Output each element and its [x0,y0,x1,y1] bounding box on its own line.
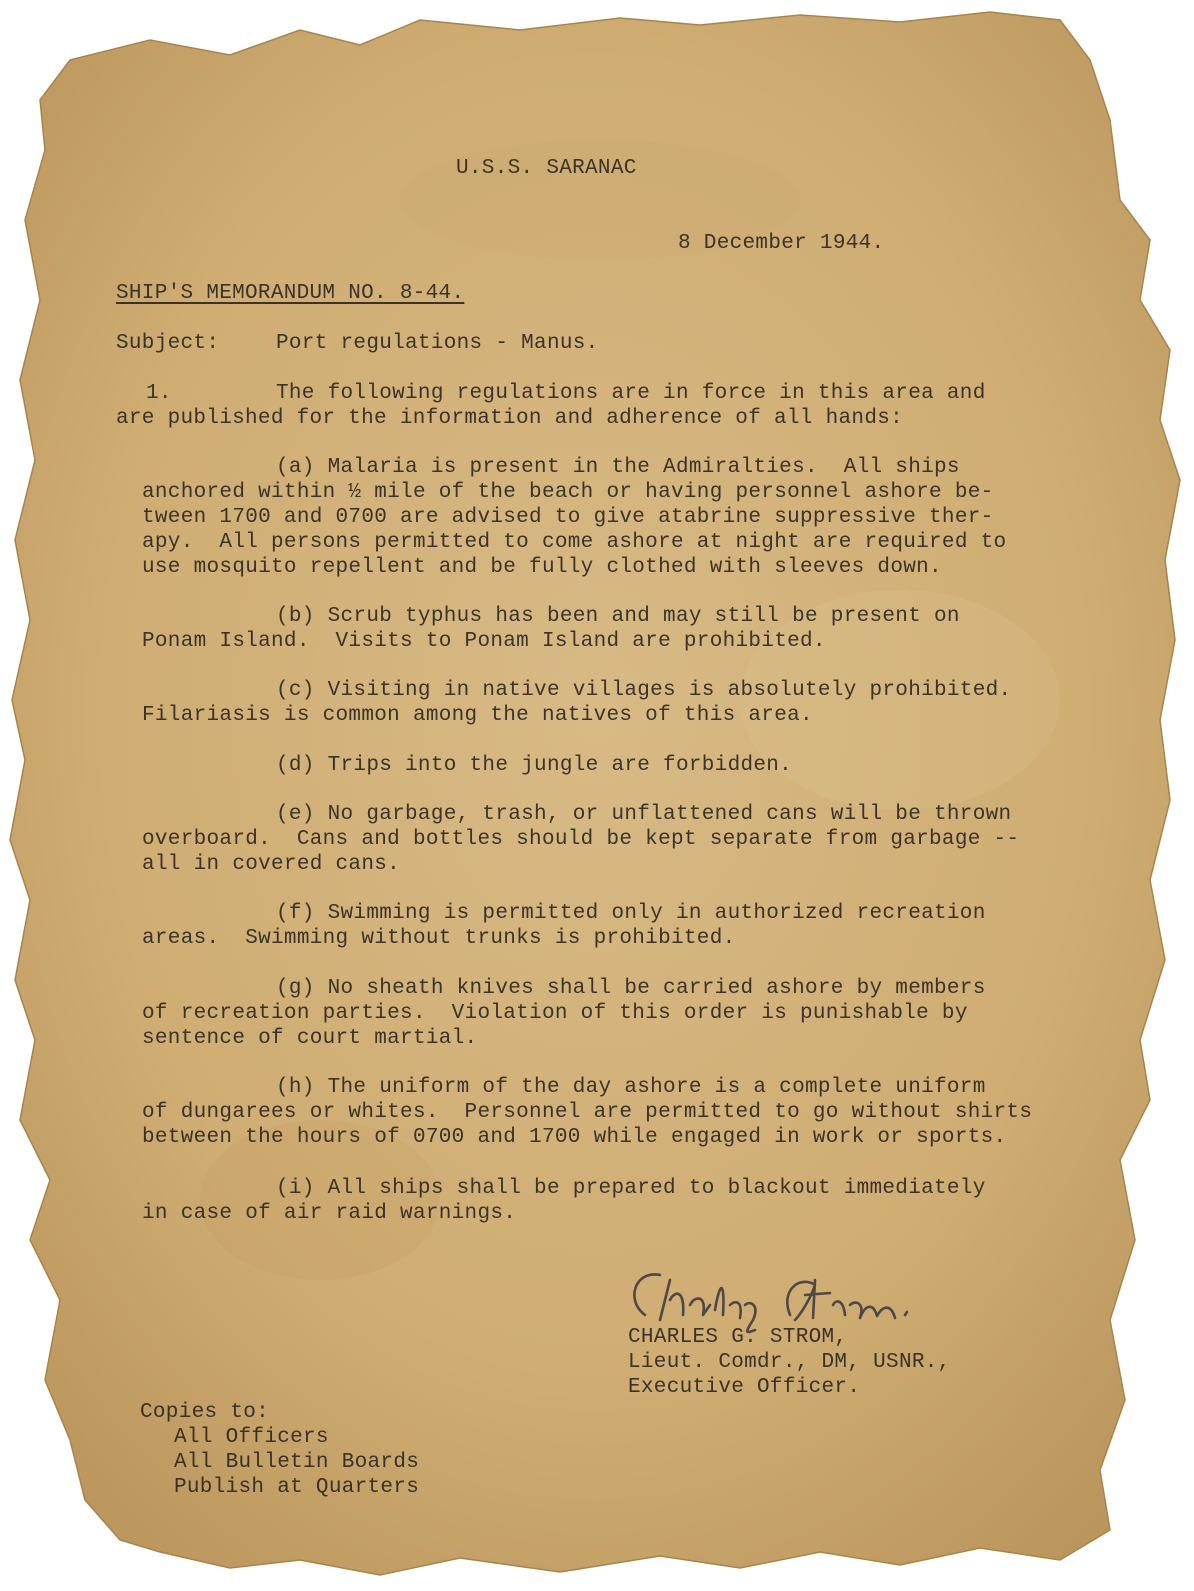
item-h-line: of dungarees or whites. Personnel are permitted to go without shirts [142,1101,1033,1124]
item-c-line: (c) Visiting in native villages is absolutely prohibited. [276,679,1012,702]
item-a-line: anchored within ½ mile of the beach or having personnel ashore be- [142,481,994,504]
item-a-line: tween 1700 and 0700 are advised to give atabrine suppressive ther- [142,506,994,529]
item-a-line: apy. All persons permitted to come ashore at night are required to [142,531,1007,554]
copies-recipient: Publish at Quarters [174,1476,420,1499]
subject-label: Subject: [116,332,220,355]
item-e-line: overboard. Cans and bottles should be kept separate from garbage -- [142,828,1020,851]
memo-date: 8 December 1944. [678,232,885,255]
item-h-line: (h) The uniform of the day ashore is a complete uniform [276,1076,986,1099]
item-i-line: in case of air raid warnings. [142,1202,517,1225]
item-f-line: (f) Swimming is permitted only in authorized recreation [276,902,986,925]
item-b-line: (b) Scrub typhus has been and may still be present on [276,605,960,628]
item-e-line: (e) No garbage, trash, or unflattened cans will be thrown [276,803,1012,826]
signer-rank: Lieut. Comdr., DM, USNR., [628,1351,951,1374]
item-g-line: sentence of court martial. [142,1027,478,1050]
item-g-line: (g) No sheath knives shall be carried ashore by members [276,977,986,1000]
para1-line: are published for the information and adherence of all hands: [116,407,904,430]
item-c-line: Filariasis is common among the natives of this area. [142,704,813,727]
item-e-line: all in covered cans. [142,853,401,876]
signer-name: CHARLES G. STROM, [628,1326,848,1349]
item-a-line: use mosquito repellent and be fully clothed with sleeves down. [142,556,942,579]
signer-title: Executive Officer. [628,1376,861,1399]
para1-number: 1. [146,382,172,405]
item-g-line: of recreation parties. Violation of this order is punishable by [142,1002,968,1025]
item-i-line: (i) All ships shall be prepared to blackout immediately [276,1177,986,1200]
copies-recipient: All Bulletin Boards [174,1451,420,1474]
subject-text: Port regulations - Manus. [276,332,599,355]
item-b-line: Ponam Island. Visits to Ponam Island are prohibited. [142,630,826,653]
item-f-line: areas. Swimming without trunks is prohibited. [142,927,736,950]
ship-heading: U.S.S. SARANAC [456,157,637,180]
item-d-line: (d) Trips into the jungle are forbidden. [276,754,793,777]
item-a-line: (a) Malaria is present in the Admiralties. All ships [276,456,960,479]
item-h-line: between the hours of 0700 and 1700 while engaged in work or sports. [142,1126,1007,1149]
memo-number: SHIP'S MEMORANDUM NO. 8-44. [116,282,465,305]
copies-recipient: All Officers [174,1426,329,1449]
copies-label: Copies to: [140,1401,270,1424]
para1-line: The following regulations are in force in this area and [276,382,986,405]
